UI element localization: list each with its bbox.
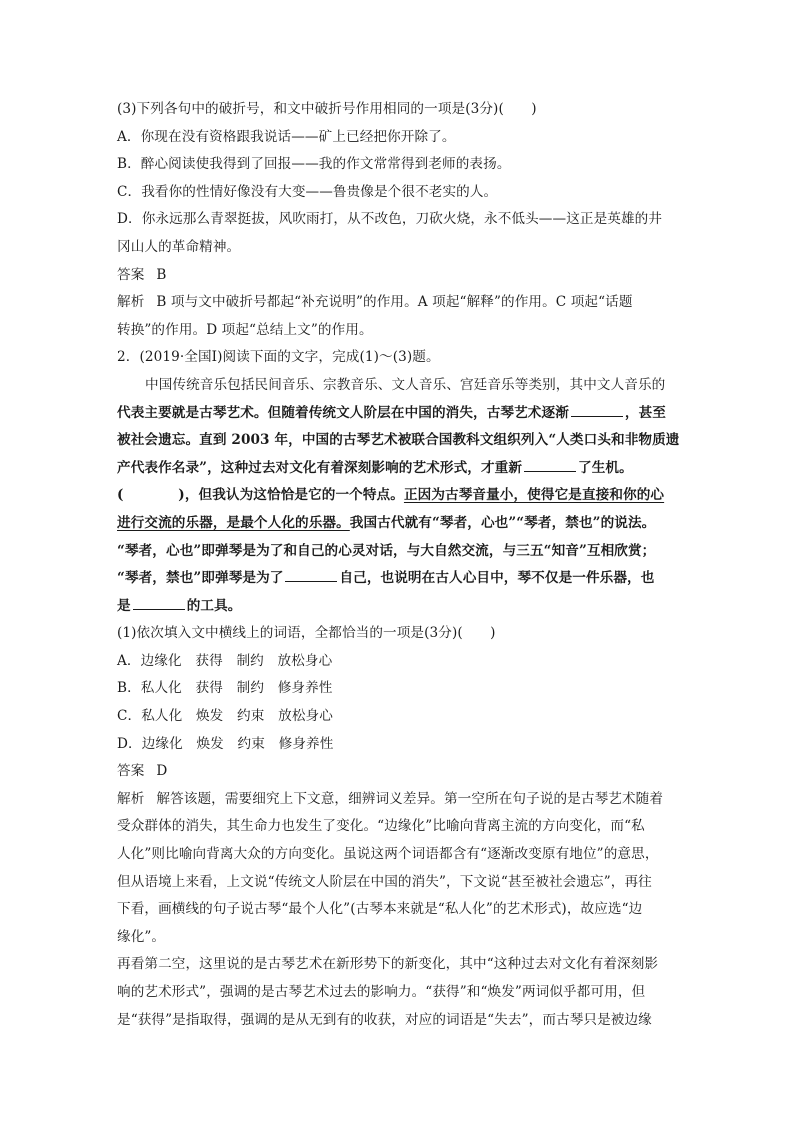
q1-option-b: B．私人化 获得 制约 修身养性 <box>117 680 333 697</box>
underlined-sentence: 进行交流的乐器，是最个人化的乐器。 <box>117 514 350 531</box>
document-page <box>117 96 680 1034</box>
passage-text: 的工具。 <box>186 597 242 614</box>
q3-option-d-cont: 冈山人的革命精神。 <box>117 238 241 255</box>
passage-text: ，甚至 <box>624 404 666 421</box>
passage-line <box>117 482 677 510</box>
passage-text: 我国古代就有“琴者，心也”“琴者，禁也”的说法。 <box>349 514 656 531</box>
passage-text: 自己，也说明在古人心目中，琴不仅是一件乐器，也 <box>339 570 655 587</box>
fill-blank-3 <box>285 569 337 582</box>
passage-line <box>117 510 677 538</box>
analysis-text: B 项与文中破折号都起“补充说明”的作用。A 项起“解释”的作用。C 项起“话题 <box>156 294 633 311</box>
q3-option-b: B．醉心阅读使我得到了回报——我的作文常常得到老师的表扬。 <box>117 156 511 173</box>
q1-analysis-line: 下看，画横线的句子说古琴“最个人化”(古琴本来就是“私人化”的艺术形式)，故应选“边 <box>117 901 643 918</box>
fill-blank-4 <box>133 597 185 610</box>
passage-line <box>117 400 677 428</box>
passage-text: 代表主要就是古琴艺术。但随着传统文人阶层在中国的消失，古琴艺术逐渐 <box>117 404 569 421</box>
analysis-label: 解析 <box>117 294 145 311</box>
answer-value: B <box>156 266 167 283</box>
underlined-sentence: 正因为古琴音量小，使得它是直接和你的心 <box>403 487 665 504</box>
passage-text: “琴者，禁也”即弹琴是为了 <box>117 570 284 587</box>
q1-analysis-line: 受众群体的消失，其生命力也发生了变化。“边缘化”比喻向背离主流的方向变化，而“私 <box>117 818 645 835</box>
q1-option-c: C．私人化 焕发 约束 放松身心 <box>117 708 333 725</box>
q3-option-d: D．你永远那么青翠挺拔，风吹雨打，从不改色，刀砍火烧，永不低头——这正是英雄的井 <box>117 211 663 228</box>
answer-label: 答案 <box>117 266 145 283</box>
fill-blank-2 <box>524 459 576 472</box>
q2-header: 2．(2019·全国Ⅰ)阅读下面的文字，完成(1)～(3)题。 <box>117 349 440 366</box>
q1-analysis-line: 响的艺术形式”，强调的是古琴艺术过去的影响力。“获得”和“焕发”两词似乎都可用，但 <box>117 984 646 1000</box>
passage-text: 被社会遗忘。直到 2003 年，中国的古琴艺术被联合国教科文组织列入“人类口头和非物质遗 <box>117 432 680 449</box>
q1-analysis-line: 缘化”。 <box>117 928 166 945</box>
q1-stem: (1)依次填入文中横线上的词语，全都恰当的一项是(3分)( ) <box>117 625 496 642</box>
passage-text: 产代表作名录”，这种过去对文化有着深刻影响的艺术形式，才重新 <box>117 459 523 476</box>
analysis-label: 解析 <box>117 790 145 807</box>
q1-analysis-line <box>117 786 677 814</box>
passage-line <box>117 427 680 455</box>
answer-label: 答案 <box>117 763 145 780</box>
passage-line <box>117 593 677 621</box>
q3-stem: (3)下列各句中的破折号，和文中破折号作用相同的一项是(3分)( ) <box>117 101 537 117</box>
passage-line <box>117 455 677 483</box>
answer-value: D <box>156 763 168 780</box>
q3-answer <box>117 262 677 290</box>
q1-option-a: A．边缘化 获得 制约 放松身心 <box>117 652 333 669</box>
q3-option-c: C．我看你的性情好像没有大变——鲁贵像是个很不老实的人。 <box>117 183 498 200</box>
fill-blank-1 <box>571 404 623 417</box>
q1-option-d: D．边缘化 焕发 约束 修身养性 <box>117 735 334 752</box>
passage-text: 中国传统音乐包括民间音乐、宗教音乐、文人音乐、宫廷音乐等类别，其中文人音乐的 <box>145 376 666 393</box>
passage-line <box>117 538 677 566</box>
analysis-text: 解答该题，需要细究上下文意，细辨词义差异。第一空所在句子说的是古琴艺术随着 <box>156 790 664 807</box>
q1-analysis-line: 是“获得”是指取得，强调的是从无到有的收获，对应的词语是“失去”，而古琴只是被边缘 <box>117 1011 652 1028</box>
q3-analysis-line: 转换”的作用。D 项起“总结上文”的作用。 <box>117 321 373 338</box>
passage-text: “琴者，心也”即弹琴是为了和自己的心灵对话，与大自然交流，与三五“知音”互相欣赏； <box>117 542 656 559</box>
q3-analysis-line <box>117 289 677 317</box>
passage-line <box>117 565 677 593</box>
q1-answer <box>117 758 677 786</box>
q1-analysis-line: 但从语境上来看，上文说“传统文人阶层在中国的消失”，下文说“甚至被社会遗忘”，再往 <box>117 873 652 890</box>
passage-text: 是 <box>117 597 131 614</box>
passage-text: ( )，但我认为这恰恰是它的一个特点。 <box>117 487 404 504</box>
q1-analysis-line: 再看第二空，这里说的是古琴艺术在新形势下的新变化，其中“这种过去对文化有着深刻影 <box>117 956 659 973</box>
q3-option-a: A．你现在没有资格跟我说话——矿上已经把你开除了。 <box>117 128 456 145</box>
q1-analysis-line: 人化”则比喻向背离大众的方向变化。虽说这两个词语都含有“逐渐改变原有地位”的意思， <box>117 846 659 863</box>
passage-text: 了生机。 <box>578 459 633 476</box>
passage-line <box>117 372 677 400</box>
